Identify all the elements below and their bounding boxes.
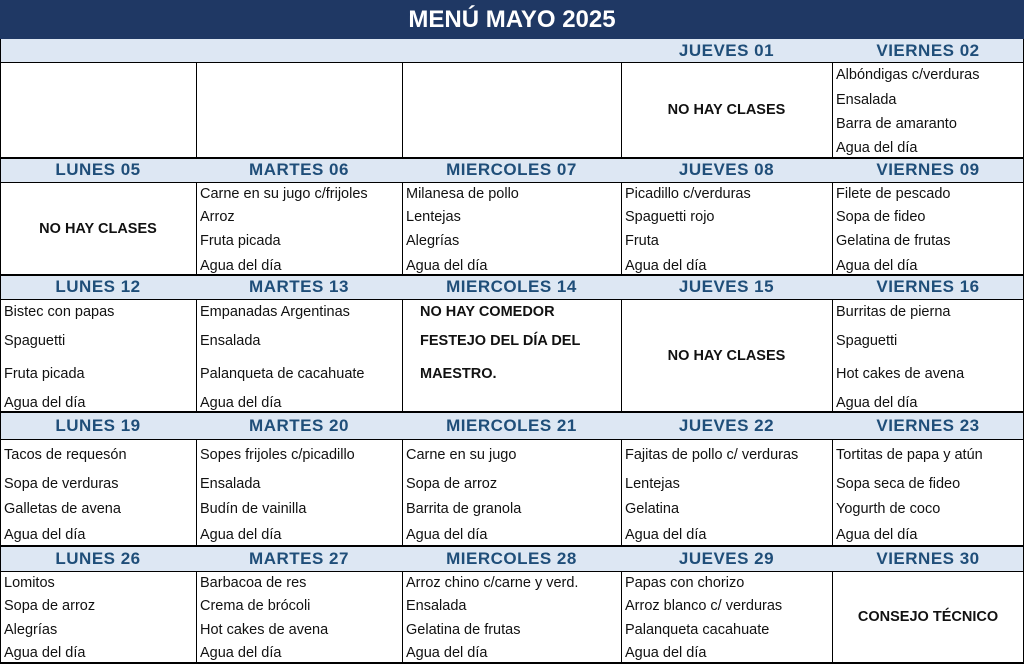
menu-item: Bistec con papas (4, 304, 115, 320)
menu-item: Fruta picada (4, 366, 85, 382)
day-header: MARTES 06 (196, 158, 402, 182)
menu-item: Agua del día (4, 645, 86, 661)
menu-item: Agua del día (406, 527, 488, 543)
menu-item: Agua del día (200, 527, 282, 543)
menu-item: Alegrías (4, 622, 58, 638)
notice-line: MAESTRO. (420, 366, 497, 382)
day-cell (0, 299, 196, 412)
day-header: JUEVES 08 (621, 158, 832, 182)
day-header: MIERCOLES 14 (402, 275, 621, 299)
day-header: LUNES 05 (0, 158, 196, 182)
menu-item: Barbacoa de res (200, 575, 307, 591)
day-cell (621, 571, 832, 663)
grid-line (832, 299, 833, 412)
menu-item: Ensalada (406, 598, 467, 614)
grid-line (621, 439, 622, 546)
menu-item: Sopa de fideo (836, 209, 926, 225)
day-cell (621, 439, 832, 546)
menu-item: Agua del día (836, 258, 918, 274)
menu-item: Agua del día (625, 645, 707, 661)
menu-item: Tacos de requesón (4, 447, 127, 463)
menu-item: Palanqueta cacahuate (625, 622, 770, 638)
menu-item: Agua del día (625, 258, 707, 274)
grid-line (621, 182, 622, 275)
menu-item: Sopa de arroz (406, 476, 498, 492)
grid-line (832, 62, 833, 158)
menu-item: Lentejas (406, 209, 461, 225)
grid-line (196, 62, 197, 158)
day-cell (402, 439, 621, 546)
day-header: LUNES 12 (0, 275, 196, 299)
day-cell (832, 62, 1024, 158)
menu-item: Papas con chorizo (625, 575, 745, 591)
menu-item: Gelatina (625, 501, 680, 517)
day-header (402, 39, 621, 62)
day-header: VIERNES 09 (832, 158, 1024, 182)
notice-text: NO HAY CLASES (667, 102, 786, 118)
grid-line (832, 439, 833, 546)
day-cell (196, 571, 402, 663)
grid-line (196, 299, 197, 412)
menu-item: Agua del día (4, 527, 86, 543)
menu-item: Alegrías (406, 233, 460, 249)
menu-item: Fruta picada (200, 233, 281, 249)
day-cell (832, 182, 1024, 275)
menu-item: Sopes frijoles c/picadillo (200, 447, 355, 463)
day-header: MIERCOLES 28 (402, 546, 621, 571)
menu-item: Gelatina de frutas (406, 622, 521, 638)
menu-item: Agua del día (200, 258, 282, 274)
day-header (0, 39, 196, 62)
day-header: VIERNES 16 (832, 275, 1024, 299)
day-cell (402, 182, 621, 275)
day-cell (402, 299, 621, 412)
day-header: MIERCOLES 07 (402, 158, 621, 182)
grid-line (832, 571, 833, 663)
menu-item: Barrita de granola (406, 501, 522, 517)
menu-item: Hot cakes de avena (200, 622, 329, 638)
grid-line (832, 182, 833, 275)
day-cell (0, 439, 196, 546)
day-cell (832, 299, 1024, 412)
grid-line (0, 157, 1024, 159)
day-header: JUEVES 29 (621, 546, 832, 571)
notice-line: NO HAY COMEDOR (420, 304, 555, 320)
menu-item: Agua del día (406, 645, 488, 661)
grid-line (0, 274, 1024, 276)
menu-item: Ensalada (836, 92, 897, 108)
day-cell (196, 182, 402, 275)
day-cell (621, 299, 832, 412)
day-cell (621, 62, 832, 158)
notice-text: NO HAY CLASES (39, 220, 157, 237)
menu-item: Agua del día (836, 527, 918, 543)
grid-line (0, 62, 1024, 63)
day-cell (196, 439, 402, 546)
day-header: MIERCOLES 21 (402, 412, 621, 439)
day-cell (621, 182, 832, 275)
menu-item: Agua del día (200, 645, 282, 661)
grid-line (402, 571, 403, 663)
day-header: JUEVES 22 (621, 412, 832, 439)
menu-item: Sopa seca de fideo (836, 476, 961, 492)
menu-item: Lomitos (4, 575, 55, 591)
day-cell (0, 62, 196, 158)
grid-line (0, 571, 1024, 572)
grid-line (0, 411, 1024, 413)
grid-line (0, 39, 1, 664)
grid-line (0, 299, 1024, 300)
menu-item: Budín de vainilla (200, 501, 307, 517)
menu-item: Hot cakes de avena (836, 366, 965, 382)
notice-line: FESTEJO DEL DÍA DEL (420, 333, 581, 349)
grid-line (402, 182, 403, 275)
menu-item: Arroz blanco c/ verduras (625, 598, 783, 614)
day-header: LUNES 19 (0, 412, 196, 439)
day-cell (0, 182, 196, 275)
menu-title: MENÚ MAYO 2025 (0, 0, 1024, 39)
day-cell (0, 571, 196, 663)
menu-item: Carne en su jugo c/frijoles (200, 186, 368, 202)
grid-line (621, 299, 622, 412)
menu-item: Ensalada (200, 476, 261, 492)
grid-line (402, 299, 403, 412)
menu-item: Filete de pescado (836, 186, 951, 202)
menu-item: Galletas de avena (4, 501, 121, 517)
menu-item: Gelatina de frutas (836, 233, 951, 249)
menu-item: Sopa de arroz (4, 598, 96, 614)
day-header: VIERNES 30 (832, 546, 1024, 571)
day-cell (402, 571, 621, 663)
menu-item: Milanesa de pollo (406, 186, 519, 202)
day-cell (832, 571, 1024, 663)
menu-item: Agua del día (836, 140, 918, 156)
notice-text: NO HAY CLASES (667, 347, 786, 364)
day-cell (402, 62, 621, 158)
day-header: LUNES 26 (0, 546, 196, 571)
grid-line (402, 439, 403, 546)
day-header: JUEVES 15 (621, 275, 832, 299)
menu-item: Burritas de pierna (836, 304, 951, 320)
menu-item: Lentejas (625, 476, 680, 492)
day-cell (196, 299, 402, 412)
day-header: MARTES 27 (196, 546, 402, 571)
grid-line (402, 62, 403, 158)
menu-item: Arroz chino c/carne y verd. (406, 575, 579, 591)
grid-line (621, 62, 622, 158)
day-header: MARTES 13 (196, 275, 402, 299)
menu-item: Fajitas de pollo c/ verduras (625, 447, 799, 463)
day-cell (832, 439, 1024, 546)
menu-item: Fruta (625, 233, 659, 249)
menu-item: Albóndigas c/verduras (836, 67, 980, 83)
menu-item: Barra de amaranto (836, 116, 957, 132)
menu-item: Spaguetti rojo (625, 209, 715, 225)
grid-line (0, 182, 1024, 183)
notice-text: CONSEJO TÉCNICO (857, 609, 999, 625)
menu-item: Picadillo c/verduras (625, 186, 751, 202)
grid-line (0, 439, 1024, 440)
grid-line (0, 545, 1024, 547)
menu-item: Empanadas Argentinas (200, 304, 350, 320)
menu-item: Ensalada (200, 333, 261, 349)
menu-item: Agua del día (4, 395, 86, 411)
menu-item: Agua del día (406, 258, 488, 274)
menu-item: Agua del día (625, 527, 707, 543)
menu-item: Agua del día (200, 395, 282, 411)
menu-item: Tortitas de papa y atún (836, 447, 983, 463)
menu-item: Crema de brócoli (200, 598, 311, 614)
grid-line (621, 571, 622, 663)
day-cell (196, 62, 402, 158)
menu-item: Palanqueta de cacahuate (200, 366, 365, 382)
day-header (196, 39, 402, 62)
grid-line (196, 182, 197, 275)
grid-line (196, 439, 197, 546)
menu-item: Sopa de verduras (4, 476, 119, 492)
grid-line (196, 571, 197, 663)
menu-item: Agua del día (836, 395, 918, 411)
day-header: VIERNES 02 (832, 39, 1024, 62)
menu-item: Yogurth de coco (836, 501, 941, 517)
menu-item: Arroz (200, 209, 235, 225)
day-header: VIERNES 23 (832, 412, 1024, 439)
day-header: MARTES 20 (196, 412, 402, 439)
menu-item: Spaguetti (4, 333, 66, 349)
day-header: JUEVES 01 (621, 39, 832, 62)
menu-item: Carne en su jugo (406, 447, 517, 463)
menu-item: Spaguetti (836, 333, 898, 349)
